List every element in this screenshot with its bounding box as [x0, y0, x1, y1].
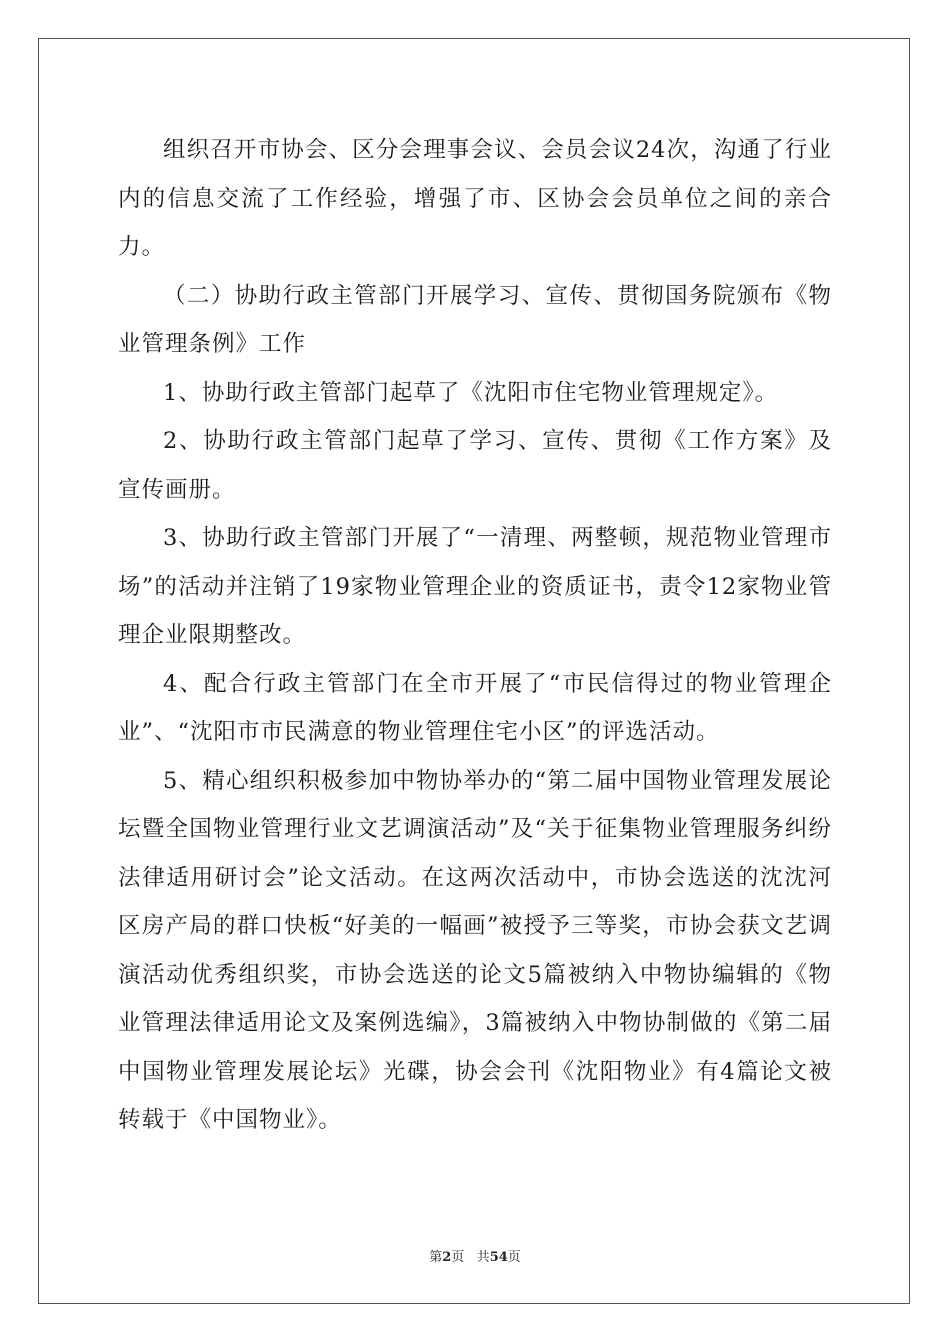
list-item-2: 2、协助行政主管部门起草了学习、宣传、贯彻《工作方案》及宣传画册。	[118, 428, 832, 503]
list-item-3: 3、协助行政主管部门开展了“一清理、两整顿，规范物业管理市场”的活动并注销了19家物业管理企业的资质证书，责令12家物业管理企业限期整改。	[118, 525, 832, 648]
document-body	[118, 126, 832, 1145]
page-prefix: 第	[429, 1250, 443, 1265]
page-suffix: 页	[451, 1250, 465, 1265]
total-suffix: 页	[507, 1250, 521, 1265]
page-number: 2	[442, 1250, 452, 1265]
total-pages: 54	[489, 1250, 508, 1265]
total-prefix: 共	[476, 1250, 490, 1265]
list-item-5: 5、精心组织积极参加中物协举办的“第二届中国物业管理发展论坛暨全国物业管理行业文艺调演活动”及“关于征集物业管理服务纠纷法律适用研讨会”论文活动。在这两次活动中，市协会选送的沈沈河区房产局的群口快板“好美的一幅画”被授予三等奖，市协会获文艺调演活动优秀组织奖，市协会选送的论文5篇被纳入中物协编辑的《物业管理法律适用论文及案例选编》，3篇被纳入中物协制做的《第二届中国物业管理发展论坛》光碟，协会会刊《沈阳物业》有4篇论文被转载于《中国物业》。	[118, 767, 832, 1133]
paragraph-meetings: 组织召开市协会、区分会理事会议、会员会议24次，沟通了行业内的信息交流了工作经验，增强了市、区协会会员单位之间的亲合力。	[118, 137, 832, 260]
page-footer	[0, 1246, 950, 1265]
list-item-1: 1、协助行政主管部门起草了《沈阳市住宅物业管理规定》。	[163, 379, 779, 406]
list-item-4: 4、配合行政主管部门在全市开展了“市民信得过的物业管理企业”、“沈阳市市民满意的物业管理住宅小区”的评选活动。	[118, 670, 832, 745]
section-heading-2: （二）协助行政主管部门开展学习、宣传、贯彻国务院颁布《物业管理条例》工作	[118, 282, 832, 357]
